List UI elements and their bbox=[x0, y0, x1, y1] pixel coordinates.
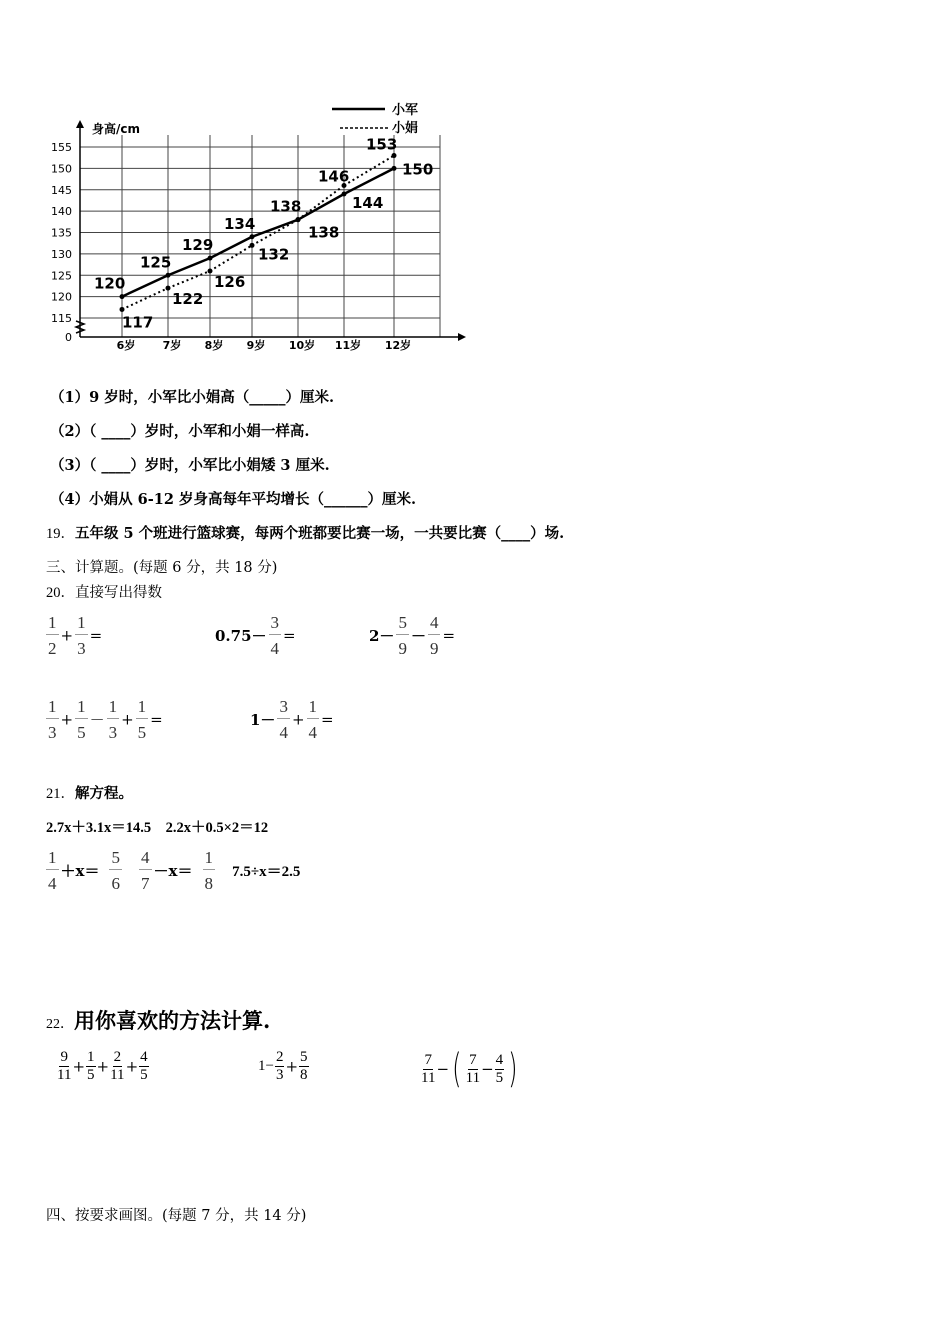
data-point bbox=[392, 166, 397, 171]
data-point bbox=[392, 153, 397, 158]
q18-sub4: （4）小娟从 6-12 岁身高每年平均增长（______）厘米. bbox=[50, 491, 417, 508]
data-label: 129 bbox=[182, 236, 214, 255]
q20-expr-1: $\frac{1}{2}$ + $\frac{1}{3}$ = bbox=[48, 613, 103, 658]
fraction: $\frac{9}{11}$ bbox=[57, 1049, 72, 1083]
data-label: 134 bbox=[224, 214, 256, 233]
y-tick-label: 140 bbox=[51, 205, 72, 219]
y-tick-label: 115 bbox=[51, 312, 72, 325]
data-label: 126 bbox=[214, 272, 246, 291]
fraction: $\frac{5}{9}$ bbox=[398, 613, 407, 658]
x-tick-label: 8岁 bbox=[204, 339, 224, 352]
fraction: $\frac{1}{5}$ bbox=[87, 1049, 95, 1083]
x-axis-arrow bbox=[458, 333, 466, 341]
series-segment-小军 bbox=[252, 220, 298, 237]
height-line-chart bbox=[30, 95, 480, 365]
q19-number: 19． bbox=[46, 526, 75, 542]
fraction: $\frac{1}{5}$ bbox=[77, 697, 86, 742]
y-tick-label: 120 bbox=[51, 290, 72, 304]
q21-eq-c: 7.5÷x＝2.5 bbox=[232, 864, 301, 880]
fraction: $\frac{4}{7}$ bbox=[141, 848, 150, 893]
data-label: 150 bbox=[402, 160, 434, 179]
fraction: $\frac{5}{8}$ bbox=[300, 1049, 308, 1083]
q22-number: 22． bbox=[46, 1017, 74, 1032]
fraction: $\frac{1}{3}$ bbox=[77, 613, 86, 658]
q20-number: 20． bbox=[46, 585, 75, 601]
series-segment-小娟 bbox=[122, 288, 168, 309]
q20-expr-2: 0.75－ $\frac{3}{4}$ = bbox=[215, 613, 296, 658]
data-point bbox=[208, 256, 213, 261]
data-label: 117 bbox=[122, 313, 154, 332]
data-point bbox=[120, 307, 125, 312]
q20-expr-3: 2－ $\frac{5}{9}$ － $\frac{4}{9}$ = bbox=[369, 613, 456, 658]
data-label: 138 bbox=[270, 197, 302, 216]
data-label: 146 bbox=[318, 167, 350, 186]
data-label: 132 bbox=[258, 245, 290, 264]
q22-heading bbox=[46, 1005, 270, 1035]
fraction: $\frac{4}{5}$ bbox=[140, 1049, 148, 1083]
y-tick-label: 0 bbox=[65, 331, 72, 344]
q20-expr-5: 1－ $\frac{3}{4}$ + $\frac{1}{4}$ = bbox=[250, 697, 334, 742]
q22-title: 用你喜欢的方法计算. bbox=[74, 1008, 271, 1033]
q18-sub3: （3）（ ____）岁时，小军比小娟矮 3 厘米. bbox=[50, 457, 330, 474]
legend-label: 小娟 bbox=[392, 121, 419, 136]
q22-expr-2: 1− $\frac{2}{3}$ + $\frac{5}{8}$ bbox=[258, 1049, 308, 1083]
data-label: 120 bbox=[94, 274, 126, 293]
fraction: $\frac{1}{2}$ bbox=[48, 613, 57, 658]
section-4-heading: 四、按要求画图。(每题 7 分，共 14 分) bbox=[46, 1208, 307, 1224]
series-segment-小娟 bbox=[210, 245, 252, 271]
x-tick-label: 10岁 bbox=[288, 339, 316, 352]
fraction: $\frac{2}{11}$ bbox=[110, 1049, 125, 1083]
y-tick-label: 150 bbox=[51, 162, 72, 176]
series-segment-小军 bbox=[298, 194, 344, 220]
fraction: $\frac{3}{4}$ bbox=[279, 697, 288, 742]
data-label: 138 bbox=[308, 223, 340, 242]
data-label: 144 bbox=[352, 194, 384, 213]
data-point bbox=[166, 273, 171, 278]
q22-expr-1: $\frac{9}{11}$ + $\frac{1}{5}$ + $\frac{2}{11}$ + $\frac{4}{5}$ bbox=[57, 1049, 148, 1083]
fraction: $\frac{7}{11}$ bbox=[465, 1051, 481, 1086]
data-label: 153 bbox=[366, 135, 398, 154]
y-tick-label: 125 bbox=[51, 269, 72, 283]
data-label: 125 bbox=[140, 253, 172, 272]
fraction: $\frac{5}{6}$ bbox=[111, 848, 120, 893]
q19 bbox=[46, 522, 564, 543]
y-tick-label: 155 bbox=[51, 141, 72, 154]
fraction: $\frac{1}{4}$ bbox=[308, 697, 318, 742]
fraction: $\frac{3}{4}$ bbox=[270, 613, 280, 658]
x-tick-label: 9岁 bbox=[246, 339, 266, 352]
legend-label: 小军 bbox=[392, 103, 419, 118]
data-point bbox=[296, 217, 301, 222]
series-segment-小军 bbox=[122, 275, 168, 296]
series-segment-小军 bbox=[168, 258, 210, 275]
section-3-heading: 三、计算题。(每题 6 分，共 18 分) bbox=[46, 560, 278, 576]
q21-title: 解方程。 bbox=[75, 785, 133, 802]
q18-sub1: （1）9 岁时，小军比小娟高（_____）厘米. bbox=[50, 389, 335, 406]
q18-sub2: （2）（ ____）岁时，小军和小娟一样高. bbox=[50, 423, 310, 440]
q20-heading bbox=[46, 581, 162, 602]
y-tick-label: 135 bbox=[51, 226, 72, 240]
q20-title: 直接写出得数 bbox=[75, 585, 162, 601]
fraction: $\frac{1}{3}$ bbox=[48, 697, 57, 742]
q21-equations-2: $\frac{1}{4}$ ＋x＝ $\frac{5}{6}$ $\frac{4}{7}$ －x＝ $\frac{1}{8}$ 7.5÷x＝2.5 bbox=[48, 848, 301, 893]
fraction: $\frac{1}{3}$ bbox=[108, 697, 118, 742]
y-tick-label: 145 bbox=[51, 183, 72, 197]
fraction: $\frac{4}{5}$ bbox=[495, 1051, 504, 1086]
y-axis-label: 身高/cm bbox=[92, 122, 141, 136]
q21-heading bbox=[46, 782, 133, 803]
fraction: $\frac{2}{3}$ bbox=[275, 1049, 284, 1083]
data-point bbox=[250, 243, 255, 248]
q22-expr-3: $\frac{7}{11}$ −( $\frac{7}{11}$ − $\frac{4}{5}$ ) bbox=[421, 1046, 518, 1092]
x-tick-label: 12岁 bbox=[384, 339, 412, 352]
fraction: $\frac{1}{5}$ bbox=[137, 697, 147, 742]
y-tick-label: 130 bbox=[51, 247, 72, 261]
fraction: $\frac{4}{9}$ bbox=[429, 613, 439, 658]
data-label: 122 bbox=[172, 290, 204, 309]
q20-expr-4: $\frac{1}{3}$ + $\frac{1}{5}$ － $\frac{1}{3}$ + $\frac{1}{5}$ = bbox=[48, 697, 163, 742]
x-tick-label: 6岁 bbox=[116, 339, 136, 352]
series-segment-小军 bbox=[210, 237, 252, 258]
q19-text: 五年级 5 个班进行篮球赛，每两个班都要比赛一场，一共要比赛（____）场. bbox=[75, 525, 565, 542]
data-point bbox=[208, 268, 213, 273]
data-point bbox=[250, 234, 255, 239]
data-point bbox=[120, 294, 125, 299]
data-point bbox=[342, 192, 347, 197]
q21-equations-1: 2.7x＋3.1x＝14.5 2.2x＋0.5×2＝12 bbox=[46, 820, 269, 836]
q21-number: 21． bbox=[46, 786, 75, 802]
fraction: $\frac{1}{8}$ bbox=[204, 848, 213, 893]
data-point bbox=[166, 286, 171, 291]
x-tick-label: 7岁 bbox=[162, 339, 182, 352]
x-tick-label: 11岁 bbox=[334, 339, 362, 352]
fraction: $\frac{7}{11}$ bbox=[421, 1051, 436, 1086]
y-axis-arrow bbox=[76, 120, 84, 128]
fraction: $\frac{1}{4}$ bbox=[48, 848, 57, 893]
